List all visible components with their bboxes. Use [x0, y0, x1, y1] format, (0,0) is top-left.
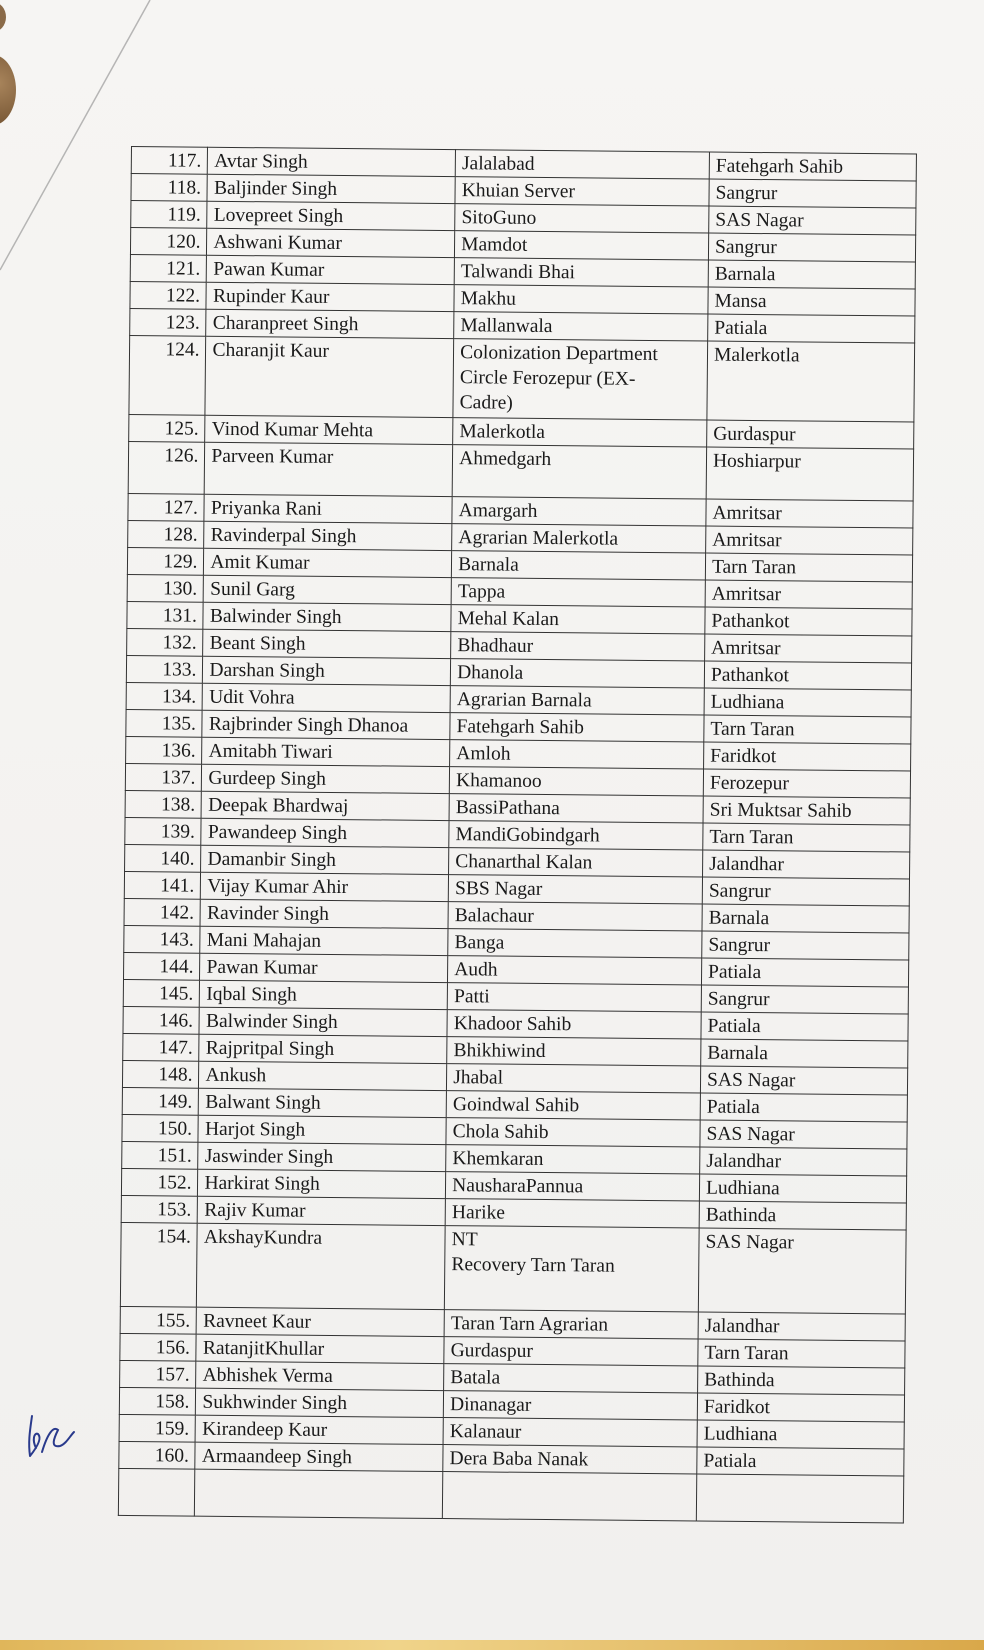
serial-number-cell: 127.	[128, 493, 205, 521]
employee-name-cell: Vijay Kumar Ahir	[201, 872, 449, 901]
serial-number-cell: 117.	[131, 147, 208, 175]
transferred-to-cell: SAS Nagar	[700, 1120, 907, 1149]
current-posting-cell: Bhadhaur	[451, 632, 705, 661]
current-posting-cell: Amargarh	[452, 497, 706, 526]
serial-number-cell: 124.	[129, 335, 206, 415]
transferred-to-cell: Barnala	[708, 260, 915, 289]
current-posting-cell: NT Recovery Tarn Taran	[445, 1226, 700, 1312]
transferred-to-cell: Jalandhar	[700, 1147, 907, 1176]
serial-number-cell: 136.	[126, 736, 203, 764]
serial-number-cell: 149.	[122, 1087, 199, 1115]
serial-number-cell: 143.	[124, 925, 201, 953]
transferred-to-cell: Pathankot	[704, 661, 911, 690]
serial-number-cell: 120.	[130, 228, 207, 256]
transferred-to-cell: Barnala	[701, 1039, 908, 1068]
current-posting-cell: Khamanoo	[449, 767, 703, 796]
current-posting-cell: Colonization Department Circle Ferozepur (EX- Cadre)	[453, 339, 708, 420]
current-posting-cell: Mallanwala	[454, 312, 708, 341]
serial-number-cell: 157.	[120, 1360, 197, 1388]
employee-name-cell: Rajiv Kumar	[198, 1196, 446, 1225]
current-posting-cell: NausharaPannua	[446, 1172, 700, 1201]
employee-name-cell: Pawan Kumar	[207, 255, 455, 284]
serial-number-cell: 126.	[128, 441, 205, 494]
serial-number-cell: 156.	[120, 1333, 197, 1361]
current-posting-cell: Amloh	[450, 740, 704, 769]
employee-name-cell: Sunil Garg	[204, 575, 452, 604]
employee-name-cell: Parveen Kumar	[205, 442, 453, 496]
serial-number-cell: 138.	[125, 790, 202, 818]
current-posting-cell: Khadoor Sahib	[447, 1010, 701, 1039]
current-posting-cell: Chanarthal Kalan	[449, 848, 703, 877]
current-posting-cell: Dera Baba Nanak	[443, 1445, 697, 1474]
transferred-to-cell: Hoshiarpur	[706, 447, 913, 501]
serial-number-cell: 159.	[119, 1414, 196, 1442]
transferred-to-cell: Patiala	[701, 1012, 908, 1041]
serial-number-cell: 130.	[127, 574, 204, 602]
roster-table	[118, 146, 917, 1523]
empty-cell	[118, 1468, 195, 1516]
serial-number-cell: 154.	[120, 1222, 197, 1307]
transferred-to-cell: Pathankot	[705, 607, 912, 636]
employee-name-cell: Darshan Singh	[203, 656, 451, 685]
employee-name-cell: Priyanka Rani	[204, 494, 452, 523]
transferred-to-cell: Tarn Taran	[704, 715, 911, 744]
serial-number-cell: 121.	[130, 254, 207, 282]
employee-name-cell: Rajbrinder Singh Dhanoa	[202, 710, 450, 739]
transferred-to-cell: Patiala	[708, 314, 915, 343]
transferred-to-cell: Sri Muktsar Sahib	[703, 796, 910, 825]
employee-name-cell: Rajpritpal Singh	[199, 1034, 447, 1063]
employee-name-cell: Harkirat Singh	[198, 1169, 446, 1198]
current-posting-cell: Mehal Kalan	[451, 605, 705, 634]
serial-number-cell: 152.	[121, 1168, 198, 1196]
table-row	[129, 335, 915, 422]
transferred-to-cell: Tarn Taran	[705, 553, 912, 582]
employee-name-cell: Damanbir Singh	[201, 845, 449, 874]
transferred-to-cell: Malerkotla	[707, 341, 915, 422]
employee-name-cell: Ashwani Kumar	[207, 228, 455, 257]
serial-number-cell: 123.	[130, 308, 207, 336]
serial-number-cell: 147.	[123, 1033, 200, 1061]
transferred-to-cell: Ludhiana	[704, 688, 911, 717]
serial-number-cell: 137.	[125, 763, 202, 791]
transferred-to-cell: Amritsar	[706, 499, 913, 528]
current-posting-cell: Ahmedgarh	[452, 445, 706, 499]
serial-number-cell: 132.	[127, 628, 204, 656]
current-posting-cell: Agrarian Barnala	[450, 686, 704, 715]
employee-name-cell: Pawan Kumar	[200, 953, 448, 982]
current-posting-cell: BassiPathana	[449, 794, 703, 823]
employee-name-cell: Gurdeep Singh	[202, 764, 450, 793]
serial-number-cell: 141.	[124, 871, 201, 899]
employee-name-cell: Kirandeep Kaur	[196, 1415, 444, 1444]
transferred-to-cell: Amritsar	[705, 634, 912, 663]
current-posting-cell: Jhabal	[447, 1064, 701, 1093]
serial-number-cell: 151.	[122, 1141, 199, 1169]
employee-name-cell: RatanjitKhullar	[196, 1334, 444, 1363]
serial-number-cell: 128.	[128, 520, 205, 548]
transferred-to-cell: Faridkot	[697, 1393, 904, 1422]
current-posting-cell: Audh	[448, 956, 702, 985]
serial-number-cell: 119.	[131, 201, 208, 229]
employee-name-cell: Iqbal Singh	[200, 980, 448, 1009]
serial-number-cell: 160.	[119, 1441, 196, 1469]
current-posting-cell: Gurdaspur	[444, 1337, 698, 1366]
serial-number-cell: 148.	[122, 1060, 199, 1088]
serial-number-cell: 146.	[123, 1006, 200, 1034]
transferred-to-cell: Patiala	[697, 1447, 904, 1476]
employee-name-cell: Mani Mahajan	[200, 926, 448, 955]
employee-name-cell: Pawandeep Singh	[201, 818, 449, 847]
current-posting-cell: Khemkaran	[446, 1145, 700, 1174]
transferred-to-cell: Sangrur	[702, 931, 909, 960]
serial-number-cell: 122.	[130, 281, 207, 309]
employee-name-cell: Sukhwinder Singh	[196, 1388, 444, 1417]
transferred-to-cell: Patiala	[700, 1093, 907, 1122]
employee-name-cell: Balwant Singh	[199, 1088, 447, 1117]
serial-number-cell: 144.	[123, 952, 200, 980]
current-posting-cell: Barnala	[452, 551, 706, 580]
transferred-to-cell: Tarn Taran	[703, 823, 910, 852]
current-posting-cell: Dhanola	[451, 659, 705, 688]
serial-number-cell: 134.	[126, 682, 203, 710]
employee-name-cell: Abhishek Verma	[196, 1361, 444, 1390]
employee-name-cell: Beant Singh	[203, 629, 451, 658]
employee-name-cell: Charanjit Kaur	[205, 336, 453, 417]
transferred-to-cell: Gurdaspur	[707, 420, 914, 449]
employee-name-cell: Deepak Bhardwaj	[202, 791, 450, 820]
transferred-to-cell: Tarn Taran	[698, 1339, 905, 1368]
serial-number-cell: 131.	[127, 601, 204, 629]
employee-name-cell: Armaandeep Singh	[195, 1442, 443, 1471]
transferred-to-cell: Ludhiana	[697, 1420, 904, 1449]
employee-name-cell: Ravinderpal Singh	[204, 521, 452, 550]
serial-number-cell: 158.	[119, 1387, 196, 1415]
transferred-to-cell: Faridkot	[704, 742, 911, 771]
serial-number-cell: 142.	[124, 898, 201, 926]
serial-number-cell: 153.	[121, 1195, 198, 1223]
employee-name-cell: Amit Kumar	[204, 548, 452, 577]
employee-name-cell: Ravinder Singh	[200, 899, 448, 928]
current-posting-cell: Harike	[445, 1199, 699, 1228]
empty-cell	[696, 1474, 903, 1523]
bottom-edge-strip	[0, 1640, 984, 1650]
serial-number-cell: 125.	[129, 414, 206, 442]
initials-signature	[24, 1412, 84, 1462]
employee-name-cell: Harjot Singh	[198, 1115, 446, 1144]
current-posting-cell: Jalalabad	[455, 150, 709, 179]
current-posting-cell: MandiGobindgarh	[449, 821, 703, 850]
transferred-to-cell: Sangrur	[702, 877, 909, 906]
table-row	[120, 1222, 906, 1314]
current-posting-cell: Tappa	[451, 578, 705, 607]
empty-table-row	[118, 1468, 903, 1523]
serial-number-cell: 129.	[127, 547, 204, 575]
serial-number-cell: 133.	[126, 655, 203, 683]
transferred-to-cell: Jalandhar	[698, 1312, 905, 1341]
transferred-to-cell: Patiala	[701, 958, 908, 987]
current-posting-cell: Goindwal Sahib	[446, 1091, 700, 1120]
employee-name-cell: Avtar Singh	[208, 147, 456, 176]
table-row	[128, 441, 913, 501]
current-posting-cell: Malerkotla	[453, 418, 707, 447]
current-posting-cell: Makhu	[454, 285, 708, 314]
current-posting-cell: SBS Nagar	[448, 875, 702, 904]
empty-cell	[443, 1472, 697, 1521]
employee-name-cell: Vinod Kumar Mehta	[205, 415, 453, 444]
current-posting-cell: Fatehgarh Sahib	[450, 713, 704, 742]
transferred-to-cell: SAS Nagar	[700, 1066, 907, 1095]
transferred-to-cell: Bathinda	[698, 1366, 905, 1395]
transferred-to-cell: SAS Nagar	[698, 1228, 906, 1314]
employee-name-cell: Lovepreet Singh	[207, 201, 455, 230]
employee-name-cell: Udit Vohra	[203, 683, 451, 712]
serial-number-cell: 140.	[125, 844, 202, 872]
transferred-to-cell: Ludhiana	[699, 1174, 906, 1203]
current-posting-cell: Balachaur	[448, 902, 702, 931]
transferred-to-cell: Sangrur	[708, 233, 915, 262]
employee-name-cell: Balwinder Singh	[203, 602, 451, 631]
serial-number-cell: 150.	[122, 1114, 199, 1142]
current-posting-cell: Taran Tarn Agrarian	[444, 1310, 698, 1339]
current-posting-cell: Khuian Server	[455, 177, 709, 206]
current-posting-cell: Dinanagar	[443, 1391, 697, 1420]
transferred-to-cell: Amritsar	[705, 580, 912, 609]
serial-number-cell: 155.	[120, 1306, 197, 1334]
transferred-to-cell: Ferozepur	[703, 769, 910, 798]
current-posting-cell: SitoGuno	[455, 204, 709, 233]
employee-name-cell: Ankush	[199, 1061, 447, 1090]
employee-name-cell: Baljinder Singh	[207, 174, 455, 203]
employee-name-cell: Amitabh Tiwari	[202, 737, 450, 766]
serial-number-cell: 139.	[125, 817, 202, 845]
current-posting-cell: Kalanaur	[443, 1418, 697, 1447]
current-posting-cell: Bhikhiwind	[447, 1037, 701, 1066]
employee-name-cell: Charanpreet Singh	[206, 309, 454, 338]
serial-number-cell: 135.	[126, 709, 203, 737]
current-posting-cell: Talwandi Bhai	[454, 258, 708, 287]
current-posting-cell: Mamdot	[455, 231, 709, 260]
transferred-to-cell: Jalandhar	[703, 850, 910, 879]
transferred-to-cell: Sangrur	[709, 179, 916, 208]
current-posting-cell: Banga	[448, 929, 702, 958]
current-posting-cell: Agrarian Malerkotla	[452, 524, 706, 553]
serial-number-cell: 145.	[123, 979, 200, 1007]
current-posting-cell: Patti	[447, 983, 701, 1012]
current-posting-cell: Batala	[444, 1364, 698, 1393]
transferred-to-cell: Fatehgarh Sahib	[709, 152, 916, 181]
transferred-to-cell: Sangrur	[701, 985, 908, 1014]
transferred-to-cell: Amritsar	[706, 526, 913, 555]
current-posting-cell: Chola Sahib	[446, 1118, 700, 1147]
empty-cell	[195, 1469, 443, 1518]
employee-name-cell: AkshayKundra	[197, 1223, 446, 1309]
employee-name-cell: Jaswinder Singh	[198, 1142, 446, 1171]
employee-name-cell: Balwinder Singh	[199, 1007, 447, 1036]
roster-body	[118, 147, 916, 1523]
employee-name-cell: Ravneet Kaur	[197, 1307, 445, 1336]
transferred-to-cell: Bathinda	[699, 1201, 906, 1230]
serial-number-cell: 118.	[131, 174, 208, 202]
transferred-to-cell: SAS Nagar	[709, 206, 916, 235]
employee-name-cell: Rupinder Kaur	[206, 282, 454, 311]
transferred-to-cell: Barnala	[702, 904, 909, 933]
transferred-to-cell: Mansa	[708, 287, 915, 316]
